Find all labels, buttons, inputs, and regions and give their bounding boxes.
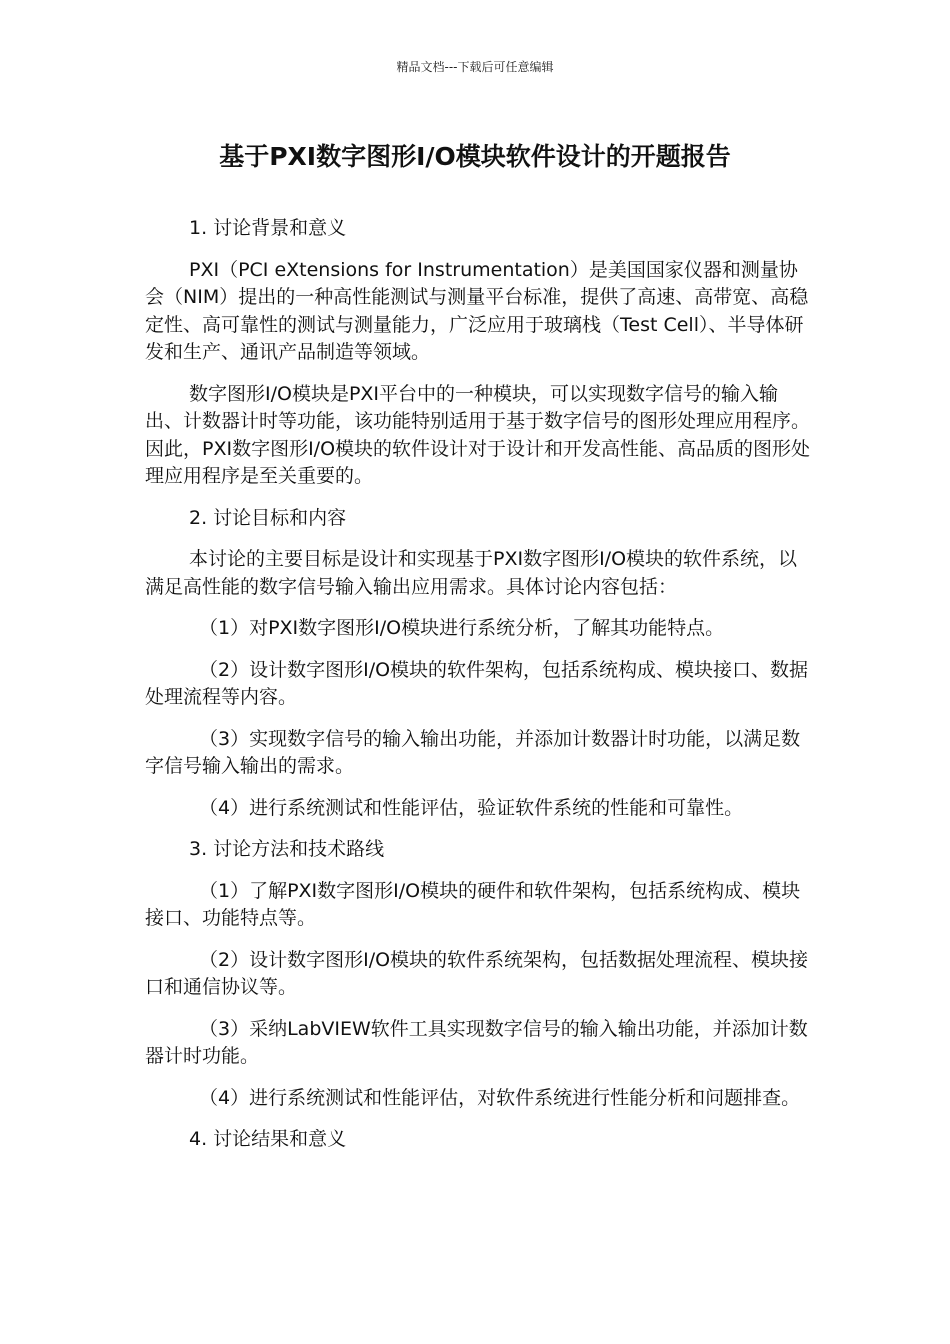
- document-body: [145, 215, 813, 1168]
- list-item: （2）设计数字图形I/O模块的软件系统架构，包括数据处理流程、模块接口和通信协议等。: [145, 948, 809, 998]
- body-paragraph: 本讨论的主要目标是设计和实现基于PXI数字图形I/O模块的软件系统，以满足高性能的数字信号输入输出应用需求。具体讨论内容包括：: [145, 548, 798, 598]
- section-heading: 1. 讨论背景和意义: [189, 217, 347, 239]
- body-paragraph: PXI（PCI eXtensions for Instrumentation）是美国国家仪器和测量协会（NIM）提出的一种高性能测试与测量平台标准，提供了高速、高带宽、高稳定性、高可靠性的测试与测量能力，广泛应用于玻璃栈（Test Cell）、半导体研发和生产、通讯产品制造等领域。: [145, 258, 809, 363]
- list-item: （3）实现数字信号的输入输出功能，并添加计数器计时功能，以满足数字信号输入输出的需求。: [145, 727, 801, 777]
- page-header: 精品文档---下载后可任意编辑: [396, 60, 554, 74]
- section-heading: 2. 讨论目标和内容: [189, 506, 347, 529]
- document-title: 基于PXI数字图形I/O模块软件设计的开题报告: [219, 142, 731, 171]
- list-item: （1）了解PXI数字图形I/O模块的硬件和软件架构，包括系统构成、模块接口、功能特点等。: [145, 879, 801, 929]
- list-item: （3）采纳LabVIEW软件工具实现数字信号的输入输出功能，并添加计数器计时功能。: [145, 1017, 808, 1067]
- section-heading: 3. 讨论方法和技术路线: [189, 838, 385, 860]
- list-item: （4）进行系统测试和性能评估，对软件系统进行性能分析和问题排查。: [199, 1086, 801, 1109]
- section-heading: 4. 讨论结果和意义: [189, 1128, 347, 1150]
- list-item: （4）进行系统测试和性能评估，验证软件系统的性能和可靠性。: [199, 796, 744, 819]
- list-item: （1）对PXI数字图形I/O模块进行系统分析，了解其功能特点。: [199, 617, 725, 639]
- body-paragraph: 数字图形I/O模块是PXI平台中的一种模块，可以实现数字信号的输入输出、计数器计时等功能，该功能特别适用于基于数字信号的图形处理应用程序。因此，PXI数字图形I/O模块的软件设计对于设计和开发高性能、高品质的图形处理应用程序是至关重要的。: [145, 382, 811, 487]
- list-item: （2）设计数字图形I/O模块的软件架构，包括系统构成、模块接口、数据处理流程等内容。: [145, 658, 809, 708]
